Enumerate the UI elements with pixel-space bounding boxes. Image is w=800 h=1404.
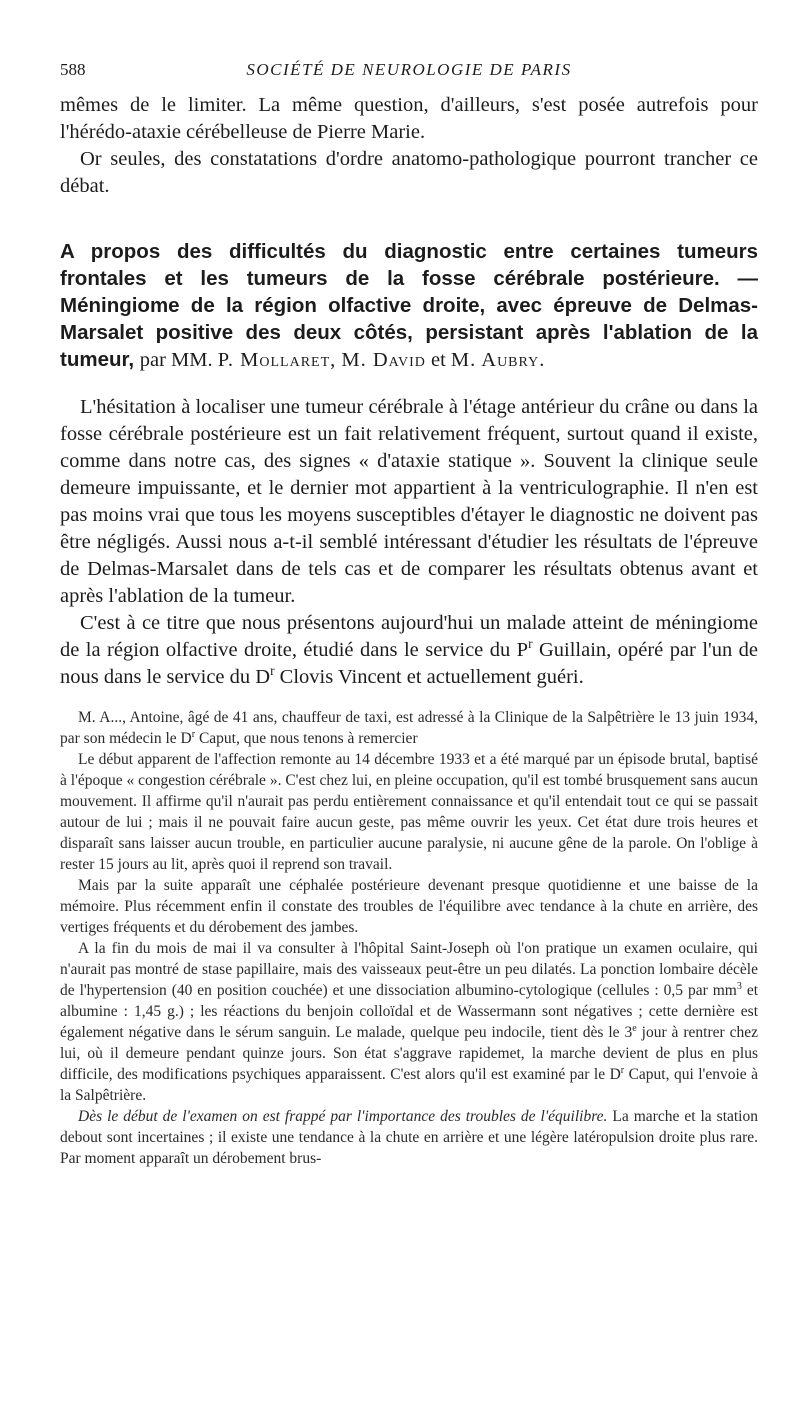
previous-paragraph-end: mêmes de le limiter. La même question, d'ailleurs, s'est posée autrefois pour l'hérédo-ataxie cérébelleuse de Pierre Marie. (60, 94, 758, 143)
author-david: M. David (341, 349, 426, 371)
case-paragraph-2: Le début apparent de l'affection remonte au 14 décembre 1933 et a été marqué par un épisode brutal, baptisé à l'époque « congestion cérébrale ». C'est chez lui, en pleine occupation, qu'il est tombé brusquement sans aucun mouvement. Il affirme qu'il n'aurait pas perdu entièrement connaissance et qu'il entendait tout ce qui se passait autour de lui ; mais il ne pouvait faire aucun geste, pas même ouvrir les yeux. Cet état dure trois heures et disparaît sans laisser aucun trouble, en particulier aucune paralysie, ni aucune gêne de la parole. On l'oblige à rester 15 jours au lit, après quoi il reprend son travail. (60, 751, 758, 873)
page-body (60, 92, 758, 1169)
author-mollaret: P. Mollaret, (217, 349, 337, 371)
case-report (60, 707, 758, 1169)
introduction (60, 394, 758, 691)
authors-by: par MM. (139, 349, 213, 371)
case-paragraph-4: A la fin du mois de mai il va consulter à l'hôpital Saint-Joseph où l'on pratique un examen oculaire, qui n'aurait pas montré de stase papillaire, mais des vaisseaux peut-être un peu dilatés. La ponction lombaire décèle de l'hypertension (40 en position couchée) et une dissociation albumino-cytologique (cellules : 0,5 par $mm^3$ et albumine : 1,45 g.) ; les réactions du benjoin colloïdal et de Wassermann sont négatives ; cette dernière est également négative dans le sérum sanguin. Le malade, quelque peu indocile, tient dès le 3e jour à rentrer chez lui, où il demeure pendant quinze jours. Son état s'aggrave rapidemet, la marche devient de plus en plus difficile, des modifications psychiques apparaissent. C'est alors qu'il est examiné par le $D^r$ Caput, qui l'envoie à la Salpêtrière. (60, 940, 759, 1104)
intro-paragraph-2: C'est à ce titre que nous présentons aujourd'hui un malade atteint de méningiome de la région olfactive droite, étudié dans le service du $P^r$ Guillain, opéré par l'un de nous dans le service du $D^r$ Clovis Vincent et actuellement guéri. (60, 612, 759, 688)
authors-and: et (431, 349, 446, 371)
running-title: SOCIÉTÉ DE NEUROLOGIE DE PARIS (246, 60, 572, 79)
page-header (60, 60, 758, 84)
italic-lead: Dès le début de l'examen on est frappé par l'importance des troubles de l'équilibre. (78, 1108, 608, 1125)
author-aubry: M. Aubry. (450, 349, 546, 371)
article-title (60, 238, 758, 374)
article-authors (140, 349, 546, 371)
intro-paragraph: L'hésitation à localiser une tumeur cérébrale à l'étage antérieur du crâne ou dans la fosse cérébrale postérieure est un fait relativement fréquent, surtout quand il existe, comme dans notre cas, des signes « d'ataxie statique ». Souvent la clinique seule demeure impuissante, et le dernier mot appartient à la ventriculographie. Il n'en est pas moins vrai que tous les moyens susceptibles d'étayer le diagnostic ne doivent pas être négligés. Aussi nous a-t-il semblé intéressant d'étudier les résultats de l'épreuve de Delmas-Marsalet dans de tels cas et de comparer les résultats obtenus avant et après l'ablation de la tumeur. (60, 396, 758, 607)
page-number: 588 (60, 60, 86, 79)
article-title-text: A propos des difficultés du diagnostic entre certaines tumeurs frontales et les tumeurs de la fosse cérébrale postérieure. —Méningiome de la région olfactive droite, avec épreuve de Delmas-Marsalet positive des deux côtés, persistant après l'ablation de la tumeur, (60, 240, 758, 371)
case-paragraph-3: Mais par la suite apparaît une céphalée postérieure devenant presque quotidienne et une baisse de la mémoire. Plus récemment enfin il constate des troubles de l'équilibre avec tendance à la chute en arrière, des vertiges fréquents et du dérobement des jambes. (60, 877, 758, 936)
case-paragraph-5: Dès le début de l'examen on est frappé par l'importance des troubles de l'équilibre. La marche et la station debout sont incertaines ; il existe une tendance à la chute en arrière et une légère latéropulsion droite plus rare. Par moment apparaît un dérobement brus- (60, 1108, 758, 1167)
case-paragraph-1: M. A..., Antoine, âgé de 41 ans, chauffeur de taxi, est adressé à la Clinique de la Salpêtrière le 13 juin 1934, par son médecin le $D^r$ Caput, que nous tenons à remercier (60, 709, 758, 747)
previous-paragraph-conclusion: Or seules, des constatations d'ordre anatomo-pathologique pourront trancher ce débat. (60, 148, 758, 197)
